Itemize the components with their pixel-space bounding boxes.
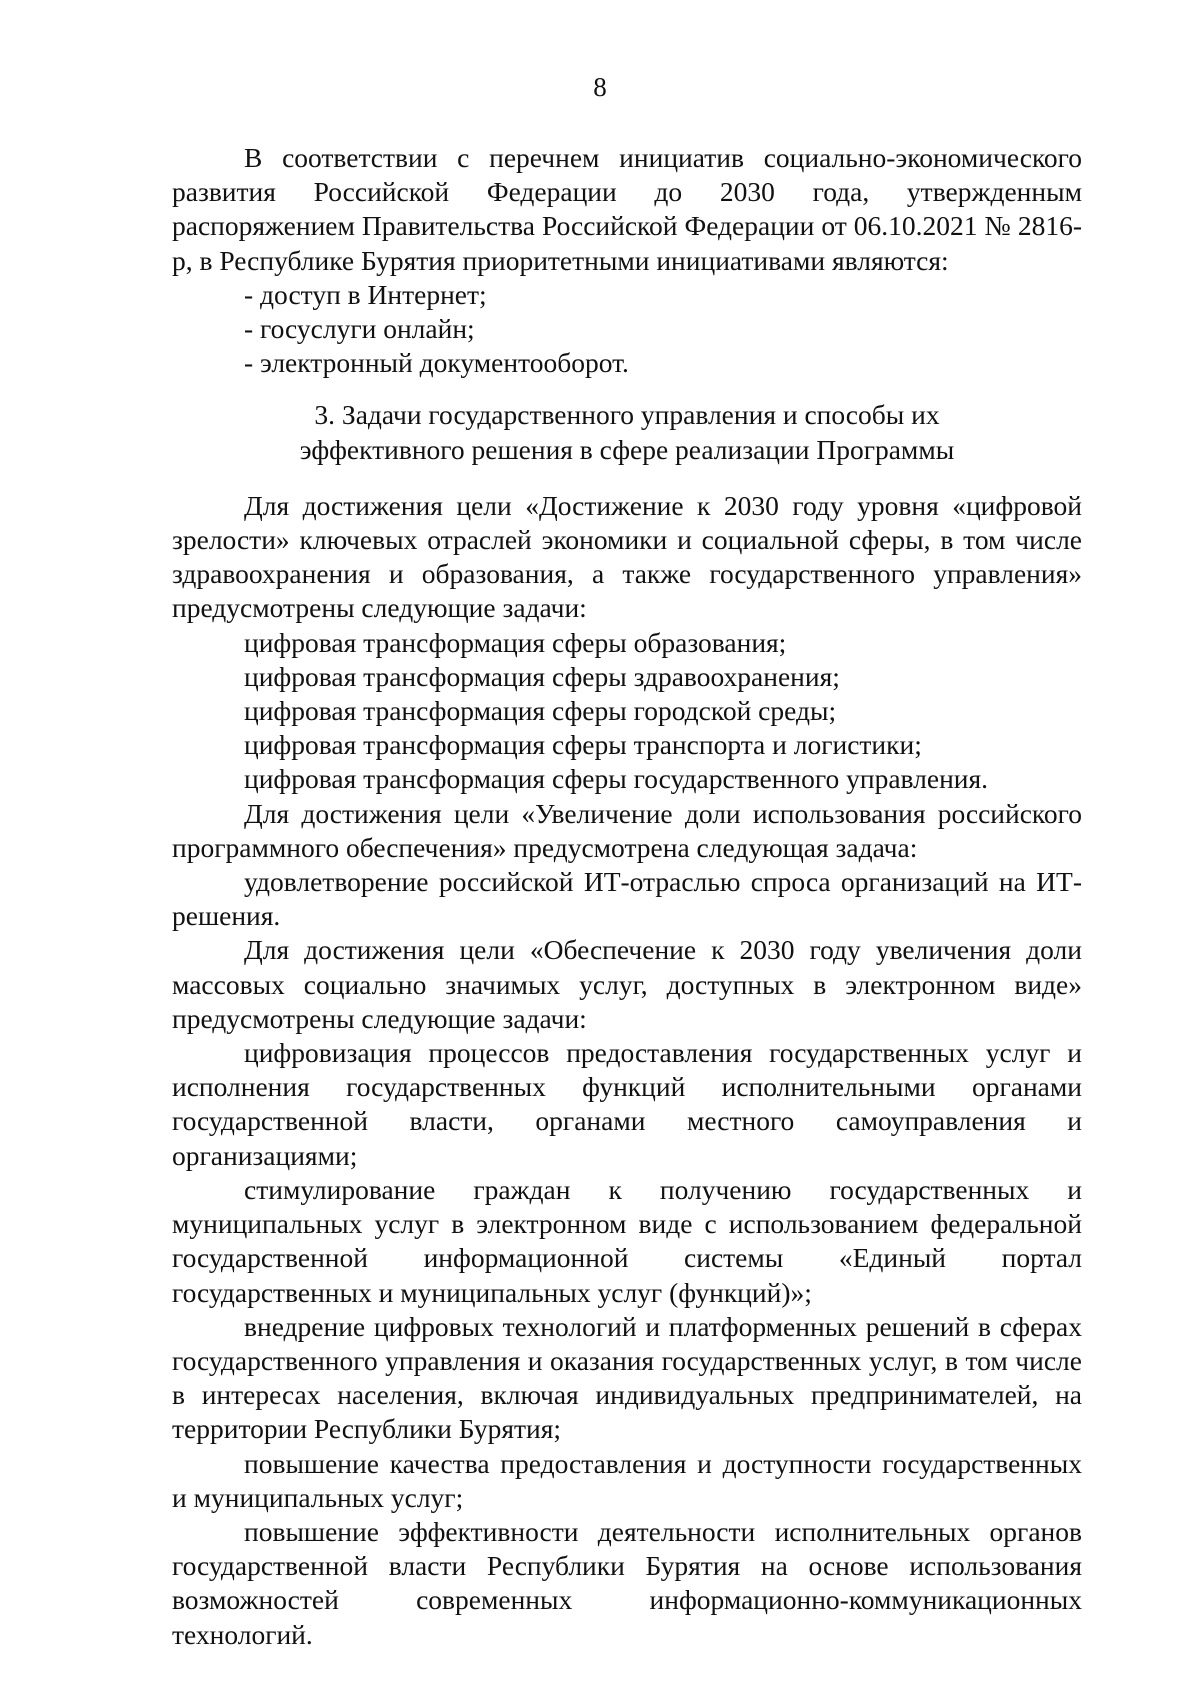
task-item: цифровая трансформация сферы здравоохранения; xyxy=(244,660,840,692)
task-paragraph: стимулирование граждан к получению государственных и муниципальных услуг в электронном виде с использованием федеральной государственной информационной системы «Единый портал государственных и муниципальных услуг (функций)»; xyxy=(172,1173,1082,1308)
intro-item: - госуслуги онлайн; xyxy=(244,313,475,345)
document-body xyxy=(172,141,1082,1652)
task-paragraph: повышение эффективности деятельности исполнительных органов государственной власти Республики Бурятия на основе использования возможностей современных информационно-коммуникационных технологий. xyxy=(172,1515,1082,1650)
intro-item: - электронный документооборот. xyxy=(244,347,629,379)
task-item: цифровая трансформация сферы образования; xyxy=(244,626,787,658)
section-heading xyxy=(172,398,1082,466)
section-heading-line: 3. Задачи государственного управления и способы их xyxy=(314,399,940,431)
goal-paragraph: Для достижения цели «Обеспечение к 2030 году увеличения доли массовых социально значимых услуг, доступных в электронном виде» предусмотрены следующие задачи: xyxy=(172,934,1082,1034)
task-paragraph: повышение качества предоставления и доступности государственных и муниципальных услуг; xyxy=(172,1447,1082,1513)
task-item: цифровая трансформация сферы государственного управления. xyxy=(244,763,989,795)
goal-paragraph: Для достижения цели «Увеличение доли использования российского программного обеспечения» предусмотрена следующая задача: xyxy=(172,797,1082,863)
intro-item: - доступ в Интернет; xyxy=(244,278,487,310)
goal-paragraph: Для достижения цели «Достижение к 2030 году уровня «цифровой зрелости» ключевых отраслей экономики и социальной сферы, в том числе здравоохранения и образования, а также государственного управления» предусмотрены следующие задачи: xyxy=(172,489,1082,624)
task-item: цифровая трансформация сферы городской среды; xyxy=(244,695,837,727)
task-paragraph: цифровизация процессов предоставления государственных услуг и исполнения государственных функций исполнительными органами государственной власти, органами местного самоуправления и организациями; xyxy=(172,1037,1082,1171)
task-paragraph: внедрение цифровых технологий и платформенных решений в сферах государственного управления и оказания государственных услуг, в том числе в интересах населения, включая индивидуальных предпринимателей, на территории Республики Бурятия; xyxy=(172,1310,1082,1445)
section-heading-line: эффективного решения в сфере реализации Программы xyxy=(299,433,955,465)
intro-paragraph: В соответствии с перечнем инициатив социально-экономического развития Российской Федерации до 2030 года, утвержденным распоряжением Правительства Российской Федерации от 06.10.2021 № 2816-р, в Республике Бурятия приоритетными инициативами являются: xyxy=(172,142,1082,276)
task-item: цифровая трансформация сферы транспорта и логистики; xyxy=(244,729,922,761)
page-number: 8 xyxy=(593,72,607,102)
task-paragraph: удовлетворение российской ИТ-отраслью спроса организаций на ИТ-решения. xyxy=(172,866,1082,932)
